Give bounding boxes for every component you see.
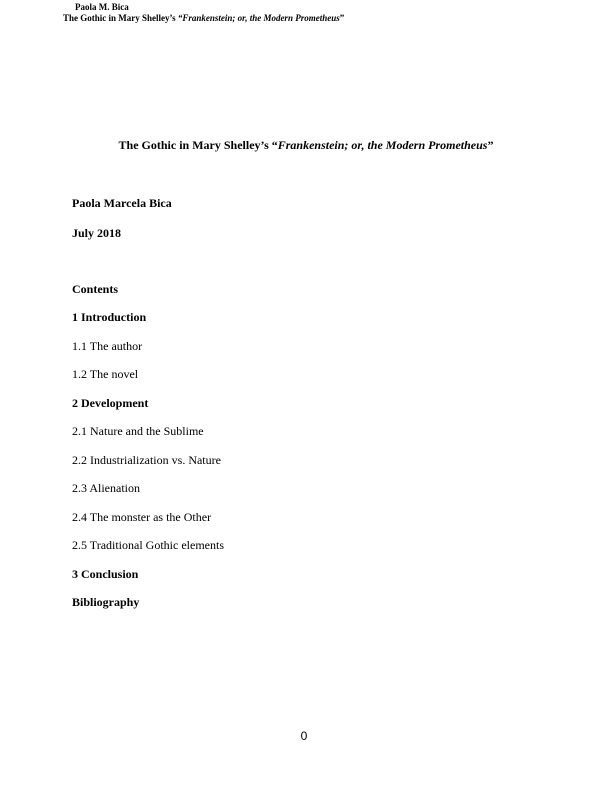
running-header-title-prefix: The Gothic in Mary Shelley’s [63,13,178,23]
toc-item-introduction: 1 Introduction [72,310,147,324]
toc-item-alienation: 2.3 Alienation [72,481,140,495]
toc-item-novel: 1.2 The novel [72,367,139,381]
running-header-title-italic: “Frankenstein; or, the Modern Prometheus [177,13,340,23]
table-of-contents [72,310,224,624]
toc-item-author: 1.1 The author [72,338,143,353]
running-header-author: Paola M. Bica [75,2,129,12]
toc-item-monster-other: 2.4 The monster as the Other [72,509,212,524]
document-title [0,138,612,153]
contents-heading: Contents [72,282,119,296]
toc-item-industrialization: 2.2 Industrialization vs. Nature [72,452,221,467]
toc-item-bibliography: Bibliography [72,595,140,609]
toc-item-development: 2 Development [72,395,149,410]
page-number: 0 [300,729,308,743]
author-name: Paola Marcela Bica [72,196,172,210]
toc-item-conclusion: 3 Conclusion [72,566,139,581]
document-date: July 2018 [72,226,122,240]
document-title-prefix: The Gothic in Mary Shelley’s “ [118,138,278,152]
running-header-title [63,13,344,24]
toc-item-nature-sublime: 2.1 Nature and the Sublime [72,424,204,438]
running-header [63,2,345,24]
document-title-suffix: ” [487,138,494,152]
toc-item-gothic-elements: 2.5 Traditional Gothic elements [72,538,224,552]
running-header-title-suffix: ” [339,13,345,23]
document-title-italic: Frankenstein; or, the Modern Prometheus [277,138,488,152]
